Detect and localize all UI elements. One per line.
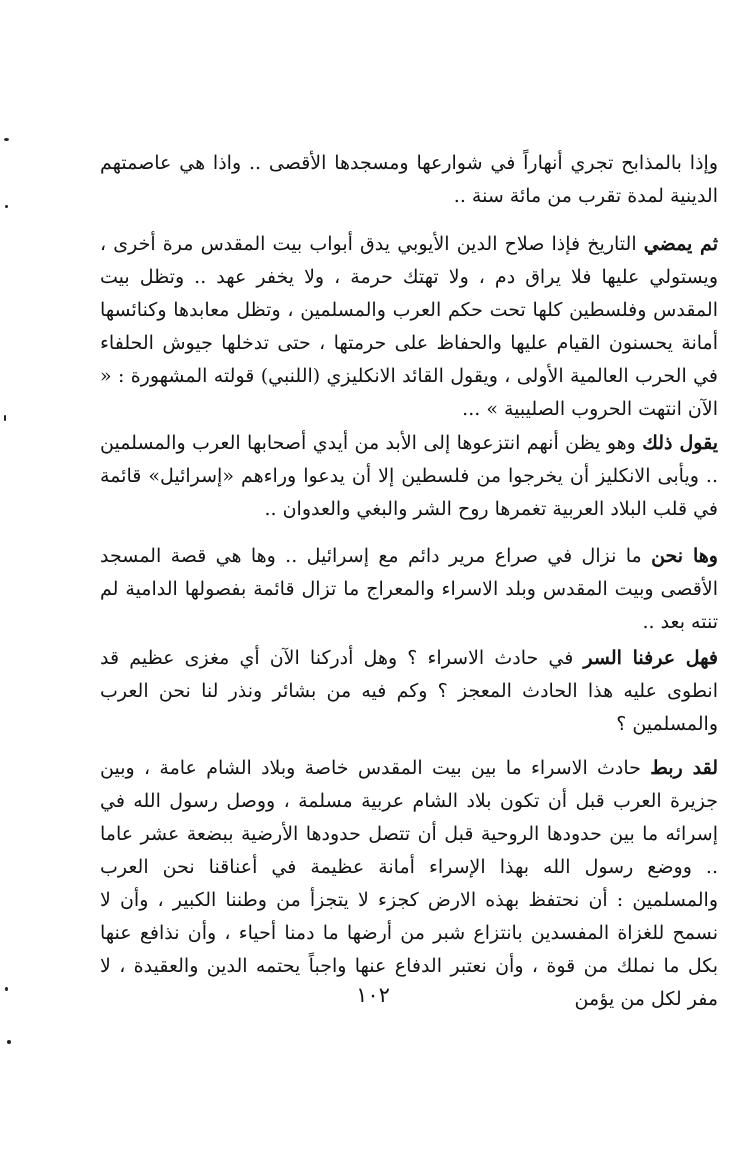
margin-mark (7, 1040, 11, 1044)
paragraph-3 (100, 427, 718, 526)
margin-mark (5, 205, 8, 208)
margin-mark (4, 138, 9, 141)
paragraph-4-text: ما نزال في صراع مرير دائم مع إسرائيل .. وها هي قصة المسجد الأقصى وبيت المقدس وبلد الاسراء والمعراج ما تزال قائمة بفصولها الدامية لم تنته بعد .. (100, 545, 718, 633)
paragraph-1 (100, 147, 718, 213)
page-number: ١٠٢ (356, 983, 390, 1007)
paragraph-6-text: حادث الاسراء ما بين بيت المقدس خاصة وبلاد الشام عامة ، وبين جزيرة العرب قبل أن تكون بلاد الشام عربية مسلمة ، ووصل رسول الله في إسرائه ما بين حدودها الروحية قبل أن تتصل حدودها الأرضية ببضعة عشر عاما .. ووضع رسول الله بهذا الإسراء أمانة عظيمة في أعناقنا نحن العرب والمسلمين : أن نحتفظ بهذه الارض كجزء لا يتجزأ من وطننا الكبير ، وأن لا نسمح للغزاة المفسدين بانتزاع شبر من أرضها ما دمنا أحياء ، وأن نذافع عنها بكل ما نملك من قوة ، وأن نعتبر الدفاع عنها واجباً يحتمه الدين والعقيدة ، لا مفر لكل من يؤمن (100, 757, 718, 1010)
paragraph-5 (100, 642, 718, 741)
paragraph-3-text: وهو يظن أنهم انتزعوها إلى الأبد من أيدي أصحابها العرب والمسلمين .. ويأبى الانكليز أن يخرجوا من فلسطين إلا أن يدعوا وراءهم «إسرائيل» قائمة في قلب البلاد العربية تغمرها روح الشر والبغي والعدوان .. (100, 432, 718, 520)
paragraph-3-lead: يقول ذلك (642, 432, 718, 454)
paragraph-6 (100, 752, 718, 1016)
paragraph-2-text: التاريخ فإذا صلاح الدين الأيوبي يدق أبواب بيت المقدس مرة أخرى ، ويستولي عليها فلا يراق دم ، ولا تهتك حرمة ، ولا يخفر عهد .. وتظل بيت المقدس وفلسطين كلها تحت حكم العرب والمسلمين ، وتظل معابدها وكنائسها أمانة يحسنون القيام عليها والحفاظ على حرمتها ، حتى تدخلها جيوش الحلفاء في الحرب العالمية الأولى ، ويقول القائد الانكليزي (اللنبي) قولته المشهورة : « الآن انتهت الحروب الصليبية » ... (100, 233, 718, 420)
margin-mark (4, 415, 6, 421)
paragraph-4 (100, 540, 718, 639)
paragraph-2-lead: ثم يمضي (643, 233, 718, 255)
paragraph-2 (100, 228, 718, 426)
paragraph-5-text: في حادث الاسراء ؟ وهل أدركنا الآن أي مغزى عظيم قد انطوى عليه هذا الحادث المعجز ؟ وكم فيه من بشائر ونذر لنا نحن العرب والمسلمين ؟ (100, 647, 718, 735)
paragraph-6-lead: لقد ربط (650, 757, 718, 779)
paragraph-4-lead: وها نحن (651, 545, 718, 567)
paragraph-1-text: وإذا بالمذابح تجري أنهاراً في شوارعها ومسجدها الأقصى .. واذا هي عاصمتهم الدينية لمدة تقرب من مائة سنة .. (100, 152, 718, 207)
paragraph-5-lead: فهل عرفنا السر (583, 647, 718, 669)
